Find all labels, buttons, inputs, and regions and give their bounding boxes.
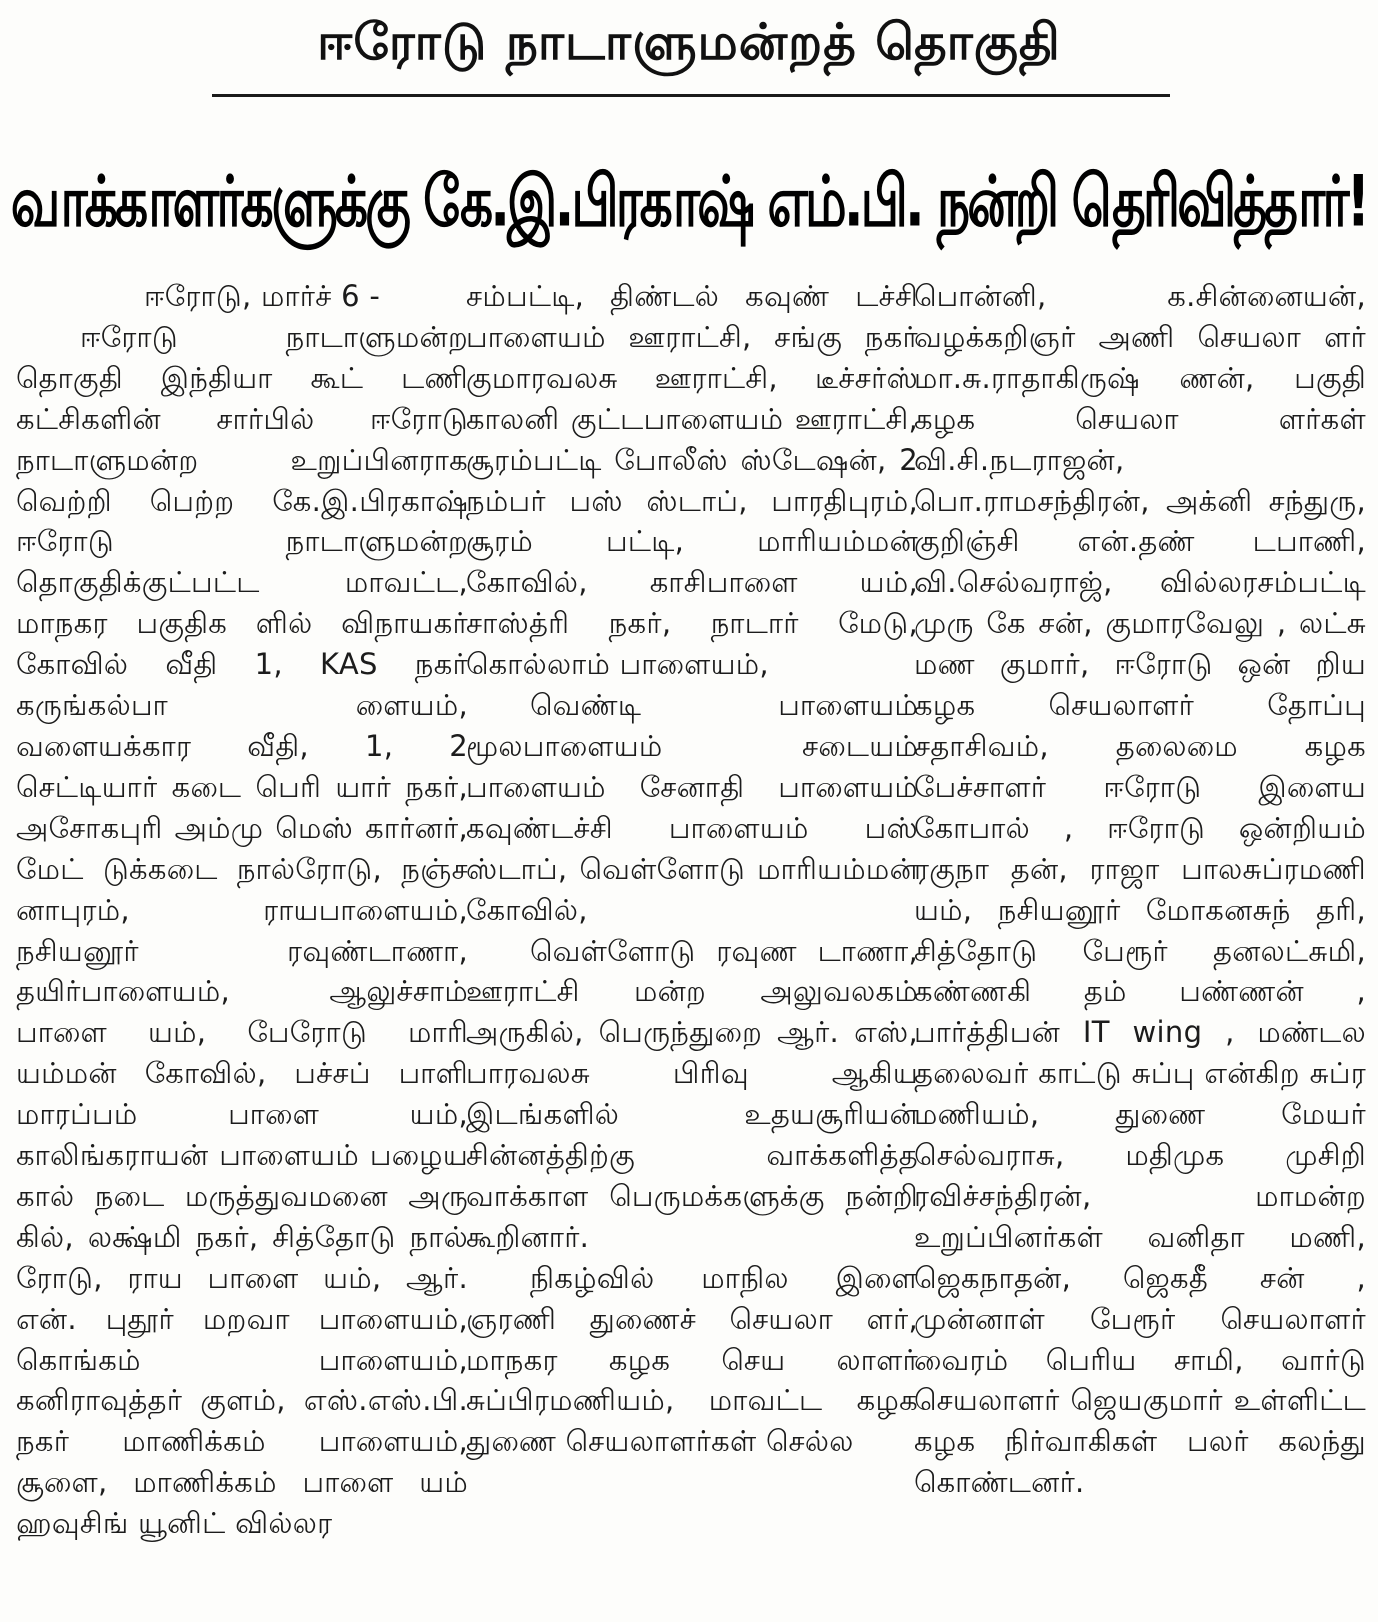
article-column-3 — [914, 276, 1366, 1503]
article-paragraph: ஈரோடு நாடாளுமன்ற தொகுதி இந்தியா கூட் டணி கட்சிகளின் சார்பில் ஈரோடு நாடாளுமன்ற உறுப்பினராக வெற்றி பெற்ற கே.இ.பிரகாஷ் ஈரோடு நாடாளுமன்ற தொகுதிக்குட்பட்ட மாவட்ட, மாநகர பகுதிக ளில் விநாயகர் கோவில் வீதி 1, KAS நகர் கருங்கல்பா ளையம், வளையக்கார வீதி, 1, 2 செட்டியார் கடை பெரி யார் நகர், அசோகபுரி அம்மு மெஸ் கார்னர், மேட் டுக்கடை நால்ரோடு, நஞ்ச னாபுரம், ராயபாளையம், நசியனூர் ரவுண்டாணா, தயிர்பாளையம், ஆலுச்சாம் பாளை யம், பேரோடு மாரி யம்மன் கோவில், பச்சப் பாளி மாரப்பம் பாளை யம், காலிங்கராயன் பாளையம் பழைய கால் நடை மருத்துவமனை அரு கில், லக்ஷ்மி நகர், சித்தோடு நால் ரோடு, ராய பாளை யம், ஆர். என். புதூர் மறவா பாளையம், கொங்கம் பாளையம், கனிராவுத்தர் குளம், எஸ்.எஸ்.பி. நகர் மாணிக்கம் பாளையம், சூளை, மாணிக்கம் பாளை யம் ஹவுசிங் யூனிட் வில்லர — [16, 319, 468, 1541]
article-paragraph: பொன்னி, க.சின்னையன், வழக்கறிஞர் அணி செயலா ளர் மா.சு.ராதாகிருஷ் ணன், பகுதி கழக செயலா ளர்கள் வி.சி.நடராஜன், பொ.ராமசந்திரன், அக்னி சந்துரு, குறிஞ்சி என்.தண் டபாணி, வி.செல்வராஜ், வில்லரசம்பட்டி முரு கே சன், குமாரவேலு , லட்சு மண குமார், ஈரோடு ஒன் றிய கழக செயலாளர் தோப்பு சதாசிவம், தலைமை கழக பேச்சாளர் ஈரோடு இளைய கோபால் , ஈரோடு ஒன்றியம் ரகுநா தன், ராஜா பாலசுப்ரமணி யம், நசியனூர் மோகனசுந் தரி, சித்தோடு பேரூர் தனலட்சுமி, கண்ணகி தம் பண்ணன் , பார்த்திபன் IT wing , மண்டல தலைவர் காட்டு சுப்பு என்கிற சுப்ர மணியம், துணை மேயர் செல்வராசு, மதிமுக முசிறி ரவிச்சந்திரன், மாமன்ற உறுப்பினர்கள் வனிதா மணி, ஜெகநாதன், ஜெகதீ சன் , முன்னாள் பேரூர் செயலாளர் வைரம் பெரிய சாமி, வார்டு செயலாளர் ஜெயகுமார் உள்ளிட்ட கழக நிர்வாகிகள் பலர் கலந்து கொண்டனர். — [914, 279, 1366, 1500]
article-paragraph: வெள்ளோடு ரவுண டாணா, ஊராட்சி மன்ற அலுவலகம் அருகில், பெருந்துறை ஆர். எஸ், பாரவலசு பிரிவு ஆகிய இடங்களில் உதயசூரியன் சின்னத்திற்கு வாக்களித்த வாக்காள பெருமக்களுக்கு நன்றி கூறினார். — [466, 933, 918, 1254]
headline: வாக்காளர்களுக்கு கே.இ.பிரகாஷ் எம்.பி. நன்றி தெரிவித்தார்! — [10, 162, 1368, 243]
heading-divider — [212, 94, 1170, 97]
dateline: ஈரோடு, மார்ச் 6 - — [144, 279, 381, 313]
article-paragraph: சம்பட்டி, திண்டல் கவுண் டச்சி பாளையம் ஊராட்சி, சங்கு நகர் குமாரவலசு ஊராட்சி, டீச்சர்ஸ் காலனி குட்டபாளையம் ஊராட்சி, சூரம்பட்டி போலீஸ் ஸ்டேஷன், 2 நம்பர் பஸ் ஸ்டாப், பாரதிபுரம், சூரம் பட்டி, மாரியம்மன் கோவில், காசிபாளை யம், சாஸ்த்ரி நகர், நாடார் மேடு, கொல்லாம் பாளையம், — [466, 279, 918, 682]
article-paragraph: நிகழ்வில் மாநில இளை ஞரணி துணைச் செயலா ளர், மாநகர கழக செய லாளர் சுப்பிரமணியம், மாவட்ட கழக துணை செயலாளர்கள் செல்ல — [466, 1260, 918, 1459]
kicker-heading: ஈரோடு நாடாளுமன்றத் தொகுதி — [317, 13, 1061, 71]
article-column-2 — [466, 276, 918, 1462]
article-column-1 — [16, 276, 468, 1544]
article-paragraph: வெண்டி பாளையம் மூலபாளையம் சடையம் பாளையம் சேனாதி பாளையம் கவுண்டச்சி பாளையம் பஸ் ஸ்டாப், வெள்ளோடு மாரியம்மன் கோவில், — [466, 688, 918, 927]
